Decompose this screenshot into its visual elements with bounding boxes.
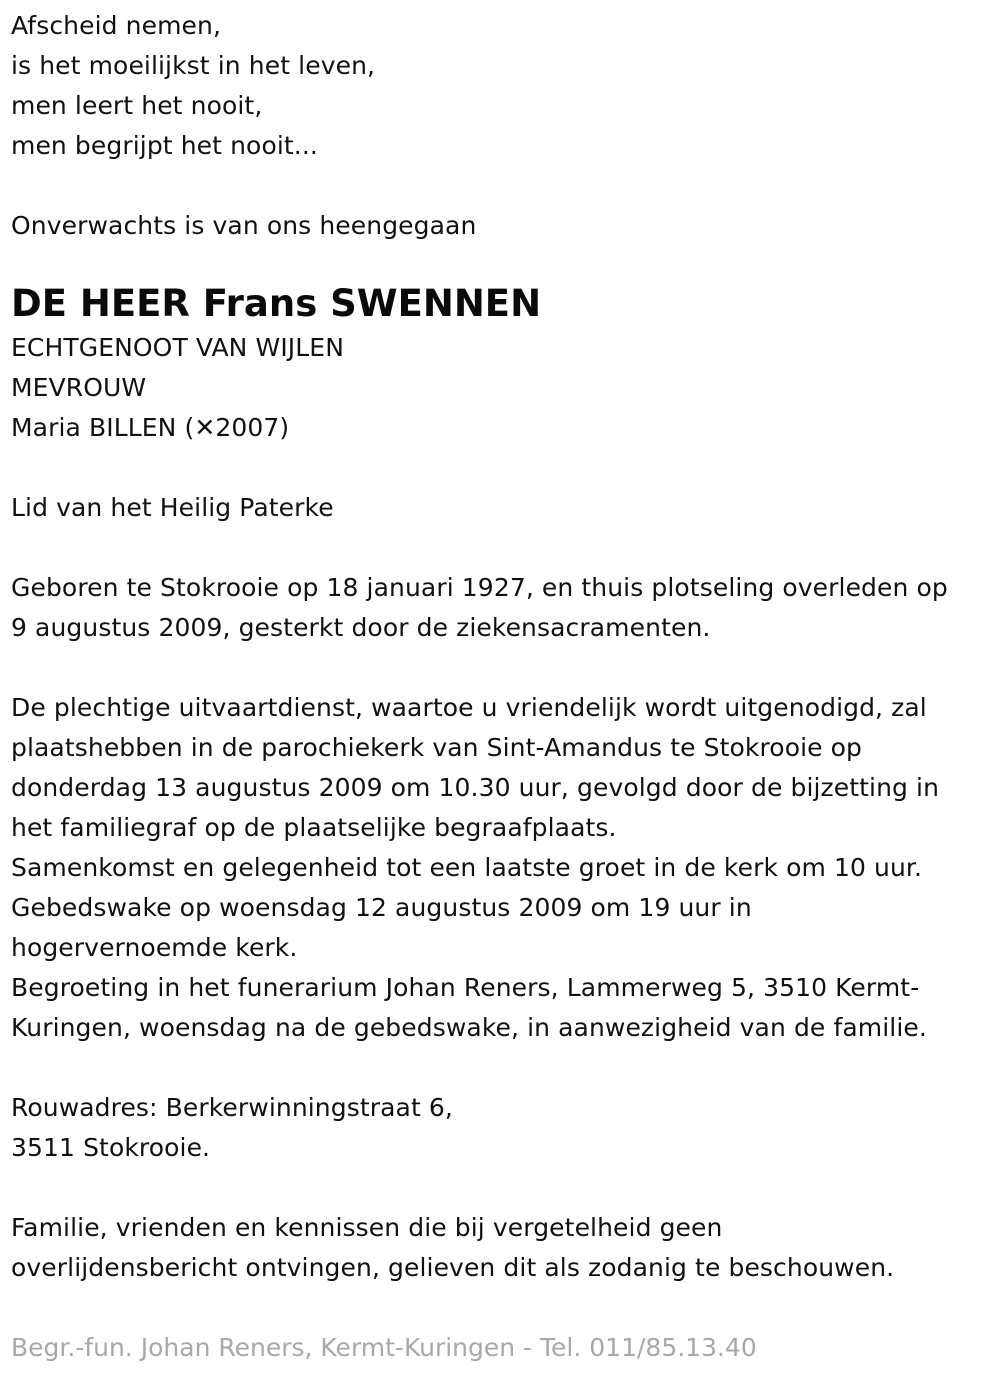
- paragraph-line: het familiegraf op de plaatselijke begraafplaats.: [11, 813, 617, 842]
- membership-text: Lid van het Heilig Paterke: [11, 493, 334, 522]
- spacer: [11, 1288, 991, 1328]
- relation-line: ECHTGENOOT VAN WIJLEN: [11, 333, 345, 362]
- paragraph-line: Samenkomst en gelegenheid tot een laatste groet in de kerk om 10 uur.: [11, 853, 923, 882]
- paragraph-line: Kuringen, woensdag na de gebedswake, in aanwezigheid van de familie.: [11, 1013, 927, 1042]
- spacer: [11, 1048, 991, 1088]
- obituary-notice: [11, 6, 991, 1368]
- paragraph-line: hogervernoemde kerk.: [11, 933, 298, 962]
- poem-line: is het moeilijkst in het leven,: [11, 51, 376, 80]
- closing-paragraph: [11, 1208, 991, 1288]
- spacer: [11, 1168, 991, 1208]
- mourning-address: [11, 1088, 991, 1168]
- poem-line: men leert het nooit,: [11, 91, 263, 120]
- deceased-name: DE HEER Frans SWENNEN: [11, 282, 542, 325]
- paragraph-line: overlijdensbericht ontvingen, gelieven dit als zodanig te beschouwen.: [11, 1253, 895, 1282]
- poem: [11, 6, 991, 166]
- spacer: [11, 166, 991, 206]
- intro-text: Onverwachts is van ons heengegaan: [11, 211, 477, 240]
- paragraph-line: Familie, vrienden en kennissen die bij vergetelheid geen: [11, 1213, 723, 1242]
- relation-line: Maria BILLEN (✕2007): [11, 413, 290, 442]
- address-line: 3511 Stokrooie.: [11, 1133, 211, 1162]
- paragraph-line: donderdag 13 augustus 2009 om 10.30 uur, gevolgd door de bijzetting in: [11, 773, 940, 802]
- funeral-home-footer: Begr.-fun. Johan Reners, Kermt-Kuringen - Tel. 011/85.13.40: [11, 1333, 757, 1362]
- address-line: Rouwadres: Berkerwinningstraat 6,: [11, 1093, 453, 1122]
- birth-death-paragraph: [11, 568, 991, 648]
- paragraph-line: plaatshebben in de parochiekerk van Sint-Amandus te Stokrooie op: [11, 733, 863, 762]
- poem-line: men begrijpt het nooit...: [11, 131, 318, 160]
- paragraph-line: De plechtige uitvaartdienst, waartoe u vriendelijk wordt uitgenodigd, zal: [11, 693, 927, 722]
- spacer: [11, 448, 991, 488]
- paragraph-line: 9 augustus 2009, gesterkt door de ziekensacramenten.: [11, 613, 711, 642]
- spacer: [11, 528, 991, 568]
- relation-line: MEVROUW: [11, 373, 147, 402]
- spacer: [11, 648, 991, 688]
- paragraph-line: Gebedswake op woensdag 12 augustus 2009 om 19 uur in: [11, 893, 752, 922]
- poem-line: Afscheid nemen,: [11, 11, 222, 40]
- spacer: [11, 246, 991, 276]
- relation-block: [11, 328, 991, 448]
- paragraph-line: Begroeting in het funerarium Johan Reners, Lammerweg 5, 3510 Kermt-: [11, 973, 920, 1002]
- paragraph-line: Geboren te Stokrooie op 18 januari 1927, en thuis plotseling overleden op: [11, 573, 948, 602]
- ceremony-paragraph: [11, 688, 991, 1048]
